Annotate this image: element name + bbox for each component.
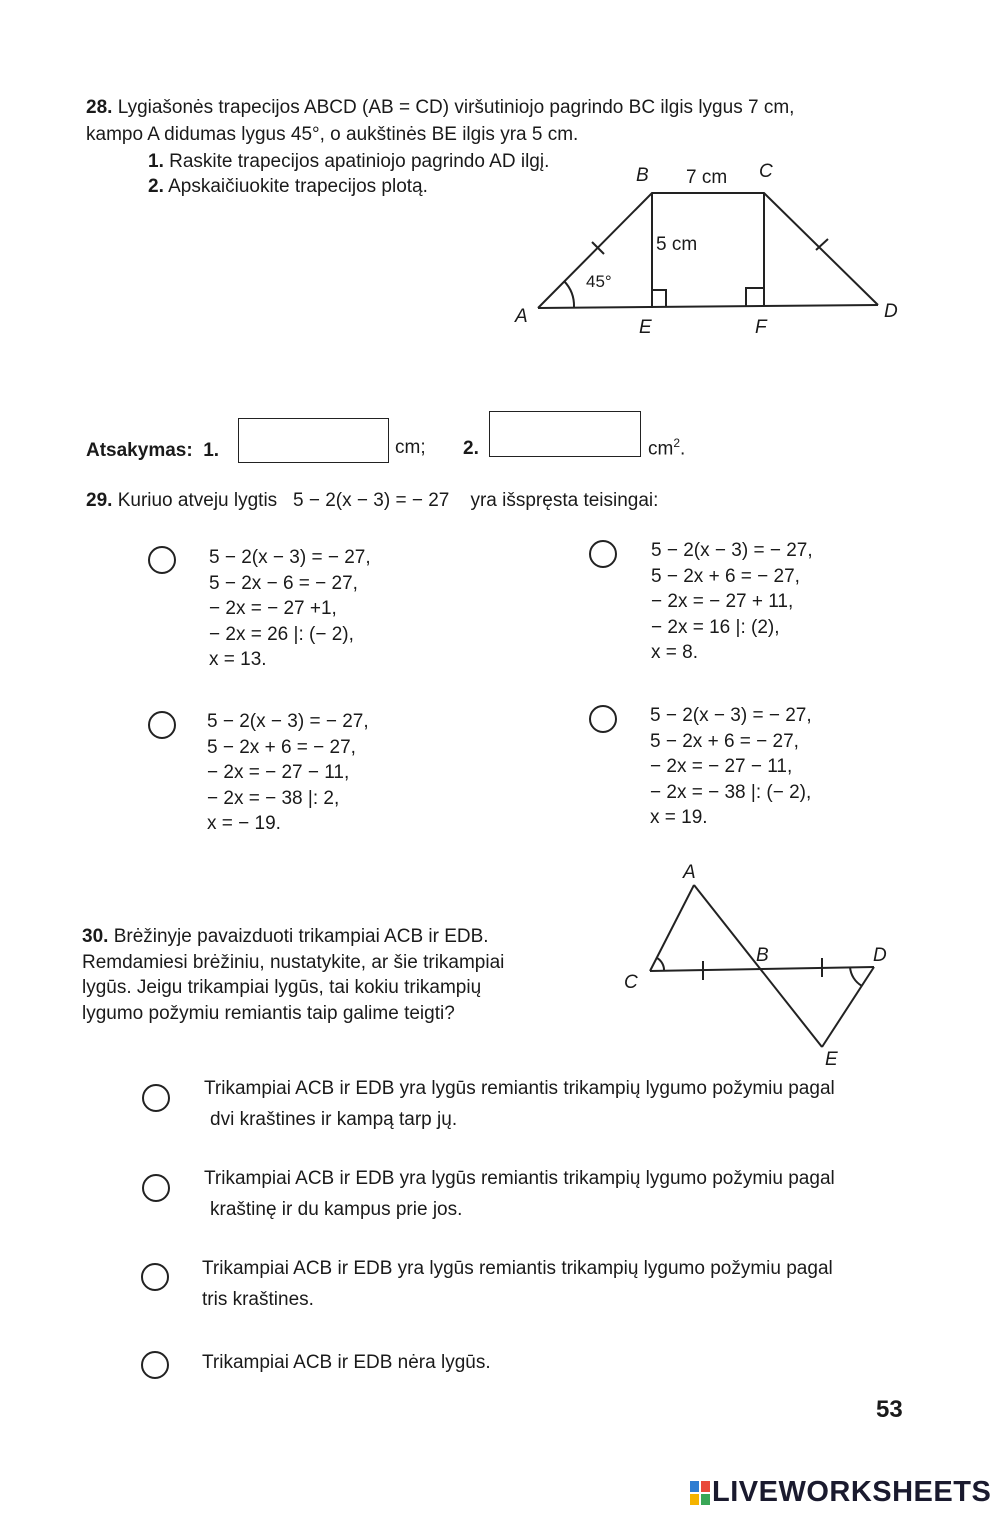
- p29-option-1: [209, 545, 371, 673]
- side-DE: [822, 967, 874, 1047]
- p30-option-3-line-1: Trikampiai ACB ir EDB yra lygūs remiantis trikampių lygumo požymiu pagal: [202, 1258, 833, 1279]
- p30-option-3: [202, 1253, 833, 1315]
- trapezoid-figure: [500, 150, 920, 350]
- label-D: D: [873, 945, 887, 966]
- angle-arc-A: [564, 281, 574, 307]
- p28-question-2: [148, 175, 428, 199]
- p29-option-2-line: − 2x = − 27 + 11,: [651, 591, 794, 612]
- p29-option-3-line: x = − 19.: [207, 813, 281, 834]
- label-E: E: [825, 1049, 838, 1070]
- label-D: D: [884, 301, 898, 322]
- angle-arc-D: [850, 967, 862, 986]
- p29-option-4-radio[interactable]: [589, 705, 617, 733]
- p30-line-3: lygūs. Jeigu trikampiai lygūs, tai kokiu trikampių: [82, 977, 482, 998]
- answer-2-unit-end: .: [680, 438, 686, 460]
- answer-2-number: 2.: [463, 438, 479, 459]
- right-angle-F: [746, 288, 764, 306]
- p29-option-4-line: − 2x = − 27 − 11,: [650, 756, 793, 777]
- answer-2-unit-base: cm: [648, 438, 674, 460]
- p30-option-4-radio[interactable]: [141, 1351, 169, 1379]
- p30-text: [82, 924, 504, 1026]
- label-bc-length: 7 cm: [686, 167, 728, 188]
- p28-text-1: Lygiašonės trapecijos ABCD (AB = CD) viršutiniojo pagrindo BC ilgis lygus 7 cm,: [117, 97, 795, 118]
- brand-logo: [690, 1476, 991, 1509]
- p29-option-1-line: x = 13.: [209, 649, 267, 670]
- right-angle-E: [652, 290, 666, 307]
- p30-option-1-line-1: Trikampiai ACB ir EDB yra lygūs remiantis trikampių lygumo požymiu pagal: [204, 1078, 835, 1099]
- p29-equation: 5 − 2(x − 3) = − 27: [293, 490, 450, 511]
- p28-q2-number: 2.: [148, 176, 164, 197]
- p29-option-2: [651, 538, 813, 666]
- p29-option-3-line: 5 − 2x + 6 = − 27,: [207, 736, 356, 758]
- p29-option-2-line: 5 − 2(x − 3) = − 27,: [651, 540, 813, 561]
- label-angle-a: 45°: [586, 272, 612, 291]
- p29-option-2-line: 5 − 2x + 6 = − 27,: [651, 565, 800, 587]
- answer-label-text: Atsakymas:: [86, 440, 193, 461]
- p28-number: 28.: [86, 97, 113, 118]
- p28-line2: kampo A didumas lygus 45°, o aukštinės BE ilgis yra 5 cm.: [86, 124, 579, 145]
- p29-option-1-line: − 2x = − 27 +1,: [209, 598, 337, 619]
- p29-option-2-line: − 2x = 16 |: (2),: [651, 616, 780, 638]
- page-number: 53: [876, 1396, 903, 1423]
- p30-line: [82, 924, 504, 950]
- label-B: B: [756, 945, 769, 966]
- p30-option-3-radio[interactable]: [141, 1263, 169, 1291]
- liveworksheets-icon: [690, 1479, 712, 1507]
- p29-prompt-text: Kuriuo atveju lygtis: [117, 490, 278, 511]
- label-C: C: [624, 972, 638, 993]
- answer-1-input[interactable]: [238, 418, 389, 463]
- triangles-figure: [610, 855, 910, 1070]
- p29-option-3-line: − 2x = − 27 − 11,: [207, 762, 350, 783]
- p29-option-1-radio[interactable]: [148, 546, 176, 574]
- side-CA: [650, 885, 694, 971]
- label-C: C: [759, 161, 773, 182]
- p29-option-3-line: 5 − 2(x − 3) = − 27,: [207, 711, 369, 732]
- p28-q1-number: 1.: [148, 151, 164, 172]
- label-be-length: 5 cm: [656, 234, 698, 255]
- p29-option-1-line: 5 − 2(x − 3) = − 27,: [209, 547, 371, 568]
- answer-2-unit: [648, 431, 685, 461]
- p30-option-4-line-1: Trikampiai ACB ir EDB nėra lygūs.: [202, 1352, 491, 1373]
- p29-option-3-radio[interactable]: [148, 711, 176, 739]
- p29-option-2-line: x = 8.: [651, 642, 698, 663]
- p30-option-3-line-2: tris kraštines.: [202, 1289, 314, 1310]
- p30-line-1: Brėžinyje pavaizduoti trikampiai ACB ir EDB.: [113, 926, 489, 947]
- p29-option-3: [207, 709, 369, 837]
- p30-option-1-radio[interactable]: [142, 1084, 170, 1112]
- answer-1-unit: cm;: [395, 437, 426, 458]
- p29-option-3-line: − 2x = − 38 |: 2,: [207, 787, 340, 809]
- answer-2-input[interactable]: [489, 411, 641, 457]
- p30-line-2: Remdamiesi brėžiniu, nustatykite, ar šie trikampiai: [82, 951, 505, 973]
- p29-option-4: [650, 703, 812, 831]
- p30-option-2-line-1: Trikampiai ACB ir EDB yra lygūs remiantis trikampių lygumo požymiu pagal: [204, 1168, 835, 1189]
- p30-option-2-radio[interactable]: [142, 1174, 170, 1202]
- p29-option-2-radio[interactable]: [589, 540, 617, 568]
- p30-option-4: [202, 1347, 491, 1378]
- p29-option-1-line: − 2x = 26 |: (− 2),: [209, 623, 354, 645]
- p29-number: 29.: [86, 490, 113, 511]
- answer-2-unit-exp: 2: [673, 436, 681, 450]
- p29-option-4-line: 5 − 2(x − 3) = − 27,: [650, 705, 812, 726]
- p29-prompt: [86, 489, 658, 513]
- p30-option-2-line-2: kraštinę ir du kampus prie jos.: [210, 1199, 463, 1220]
- angle-arc-C: [657, 958, 664, 971]
- p30-number: 30.: [82, 926, 109, 947]
- p30-option-1-line-2: dvi kraštines ir kampą tarp jų.: [210, 1109, 458, 1130]
- label-A: A: [515, 306, 528, 327]
- p29-option-4-line: 5 − 2x + 6 = − 27,: [650, 730, 799, 752]
- p29-option-4-line: x = 19.: [650, 807, 708, 828]
- p30-line-4: lygumo požymiu remiantis taip galime teigti?: [82, 1002, 455, 1024]
- p28-line1: [86, 96, 794, 120]
- p28-question-1: [148, 150, 549, 174]
- p28-q2-text: Apskaičiuokite trapecijos plotą.: [168, 176, 428, 197]
- answer-label: [86, 439, 219, 463]
- label-F: F: [755, 317, 767, 338]
- p28-q1-text: Raskite trapecijos apatiniojo pagrindo AD ilgį.: [169, 151, 550, 172]
- p29-option-4-line: − 2x = − 38 |: (− 2),: [650, 781, 812, 803]
- p30-option-2: [204, 1163, 835, 1225]
- label-A: A: [683, 862, 696, 883]
- base-AD: [538, 305, 878, 308]
- p29-prompt-end: yra išspręsta teisingai:: [470, 490, 659, 511]
- p30-option-1: [204, 1073, 835, 1135]
- answer-1-number: 1.: [203, 440, 220, 461]
- label-B: B: [636, 165, 649, 186]
- side-AE: [694, 885, 822, 1047]
- brand-name: LIVEWORKSHEETS: [712, 1476, 992, 1508]
- label-E: E: [639, 317, 652, 338]
- p29-option-1-line: 5 − 2x − 6 = − 27,: [209, 572, 358, 594]
